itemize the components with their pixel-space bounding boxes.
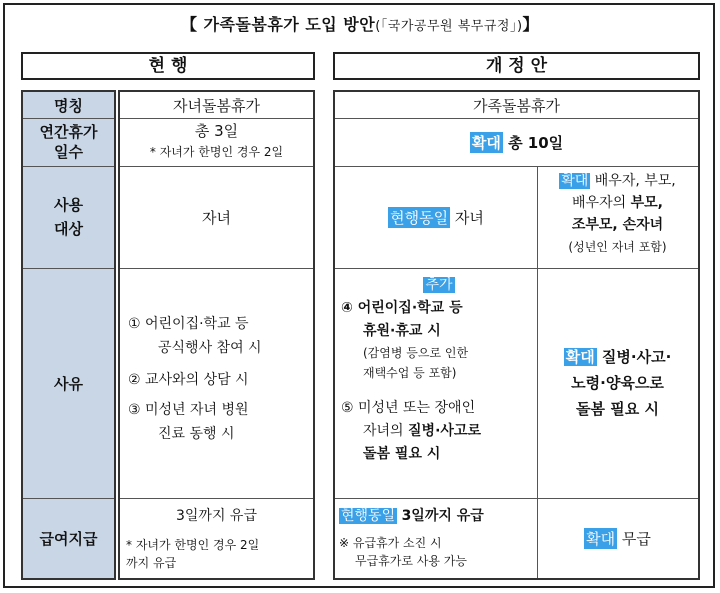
title-main: 【 가족돌봄휴가 도입 방안 xyxy=(180,15,376,34)
label-pay: 급여지급 xyxy=(23,498,114,578)
proposed-reason-5c: 돌봄 필요 시 xyxy=(363,446,441,462)
proposed-target2-c: 조부모, 손자녀 xyxy=(571,217,664,233)
current-target: 자녀 xyxy=(202,208,231,227)
expand-tag: 확대 xyxy=(586,529,616,548)
proposed-name: 가족돌봄휴가 xyxy=(473,96,560,115)
label-days-1: 연간휴가 xyxy=(39,123,98,141)
expand-tag: 확대 xyxy=(471,133,501,152)
proposed-reason-4b: 휴원·휴교 시 xyxy=(363,323,441,339)
header-proposed: 개 정 안 xyxy=(333,52,700,80)
title-close: 】 xyxy=(522,15,540,34)
proposed-days xyxy=(335,118,698,166)
proposed-reason-5b-plain: 자녀의 xyxy=(363,423,404,439)
proposed-reason-extended xyxy=(537,268,698,498)
title-sub: (「국가공무원 복무규정」) xyxy=(375,19,523,34)
proposed-reason-4-note-b: 재택수업 등 포함) xyxy=(363,366,457,380)
label-reason: 사유 xyxy=(23,268,114,498)
proposed-pay xyxy=(335,498,537,578)
proposed-target xyxy=(335,166,537,268)
proposed-target-value: 자녀 xyxy=(454,208,484,227)
label-days xyxy=(23,118,114,166)
current-pay-note-2: 까지 유급 xyxy=(126,556,177,570)
label-column xyxy=(21,90,116,580)
current-days-value: 총 3일 xyxy=(194,122,239,140)
proposed-pay-note-1: ※ 유급휴가 소진 시 xyxy=(339,536,442,550)
proposed-reason2-c: 돌봄 필요 시 xyxy=(576,400,659,418)
proposed-target2-b: 배우자의 xyxy=(572,195,627,211)
proposed-column xyxy=(333,90,700,580)
current-reason-1a: ① 어린이집·학교 등 xyxy=(128,316,249,332)
proposed-reason xyxy=(335,268,537,498)
proposed-reason2-b: 노령·양육으로 xyxy=(571,374,664,392)
page-title xyxy=(0,12,720,35)
add-tag: 추가 xyxy=(425,277,453,293)
proposed-target2-b-bold: 부모, xyxy=(630,195,663,211)
current-reason-3a: ③ 미성년 자녀 병원 xyxy=(128,402,249,418)
current-reason-2: ② 교사와의 상담 시 xyxy=(128,372,249,388)
proposed-pay-value: 3일까지 유급 xyxy=(401,508,484,524)
proposed-pay-extended xyxy=(537,498,698,578)
proposed-reason-5a: ⑤ 미성년 또는 장애인 xyxy=(341,400,476,416)
current-pay-value: 3일까지 유급 xyxy=(176,508,257,524)
header-current: 현 행 xyxy=(21,52,315,80)
current-pay xyxy=(120,498,313,578)
current-days-note: * 자녀가 한명인 경우 2일 xyxy=(149,145,284,159)
label-name: 명칭 xyxy=(23,92,114,118)
current-days xyxy=(120,120,313,166)
current-name: 자녀돌봄휴가 xyxy=(173,96,260,115)
label-days-2: 일수 xyxy=(54,143,83,161)
proposed-days-value: 총 10일 xyxy=(508,133,564,152)
proposed-target-extended xyxy=(537,170,698,268)
expand-tag: 확대 xyxy=(561,173,589,189)
proposed-reason2-a: 질병·사고· xyxy=(601,348,672,366)
expand-tag: 확대 xyxy=(565,348,595,366)
proposed-reason-5b-bold: 질병·사고로 xyxy=(408,423,481,439)
label-target-2: 대상 xyxy=(54,220,83,238)
current-pay-note-1: * 자녀가 한명인 경우 2일 xyxy=(126,538,260,552)
proposed-target2-a: 배우자, 부모, xyxy=(594,173,676,189)
same-tag: 현행동일 xyxy=(390,208,449,227)
current-reason-1b: 공식행사 참여 시 xyxy=(158,340,262,356)
same-tag: 현행동일 xyxy=(341,508,396,524)
proposed-reason-4a: ④ 어린이집·학교 등 xyxy=(341,300,463,316)
proposed-target2-note: (성년인 자녀 포함) xyxy=(568,240,667,254)
proposed-pay2-value: 무급 xyxy=(621,529,651,548)
current-reason-3b: 진료 동행 시 xyxy=(158,426,235,442)
proposed-pay-note-2: 무급휴가로 사용 가능 xyxy=(355,554,467,568)
proposed-reason-4-note-a: (감염병 등으로 인한 xyxy=(363,346,469,360)
label-target xyxy=(23,166,114,268)
label-target-1: 사용 xyxy=(54,196,83,214)
current-reason xyxy=(120,268,313,498)
current-column xyxy=(118,90,315,580)
